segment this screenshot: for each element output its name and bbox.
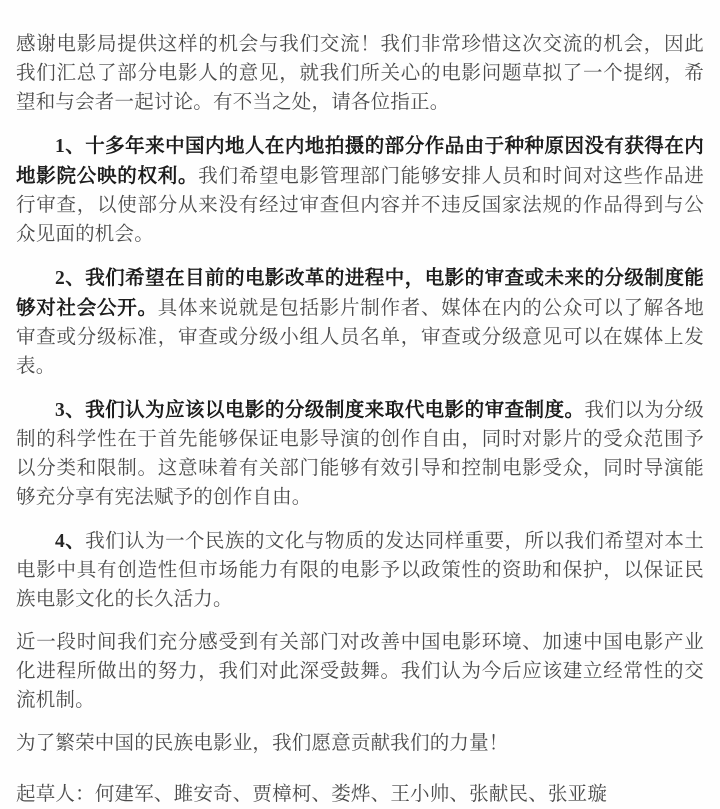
numbered-item-1 [16,131,704,249]
item-2-body-text: 具体来说就是包括影片制作者、媒体在内的公众可以了解各地审查或分级标准，审查或分级小组人员名单，审查或分级意见可以在媒体上发表。 [16,298,704,377]
item-4-number: 4、 [55,531,86,552]
closing-paragraph: 近一段时间我们充分感受到有关部门对改善中国电影环境、加速中国电影产业化进程所做出的努力，我们对此深受鼓舞。我们认为今后应该建立经常性的交流机制。 [16,632,704,711]
numbered-item-3 [16,395,704,512]
intro-paragraph: 感谢电影局提供这样的机会与我们交流！我们非常珍惜这次交流的机会，因此我们汇总了部分电影人的意见，就我们所关心的电影问题草拟了一个提纲，希望和与会者一起讨论。有不当之处，请各位指正。 [16,34,704,113]
drafters-names: 何建军、雎安奇、贾樟柯、娄烨、王小帅、张献民、张亚璇 [94,784,608,805]
numbered-item-4 [16,526,704,614]
item-3-lead-text: 我们认为应该以电影的分级制度来取代电影的审查制度。 [85,398,585,421]
item-2-number: 2、 [55,268,86,289]
pledge-line: 为了繁荣中国的民族电影业，我们愿意贡献我们的力量！ [16,733,509,754]
item-3-number: 3、 [55,400,86,421]
item-1-lead-text: 十多年来中国内地人在内地拍摄的部分作品由于种种原因没有获得在内地影院公映的权利。 [16,134,705,187]
signature-line [16,780,704,809]
item-4-body-text: 我们认为一个民族的文化与物质的发达同样重要，所以我们希望对本土电影中具有创造性但市场能力有限的电影予以政策性的资助和保护，以保证民族电影文化的长久活力。 [16,531,705,610]
item-1-body-text: 我们希望电影管理部门能够安排人员和时间对这些作品进行审查，以使部分从来没有经过审查但内容并不违反国家法规的作品得到与公众见面的机会。 [16,166,704,245]
drafters-label: 起草人： [16,784,95,805]
item-2-lead-text: 我们希望在目前的电影改革的进程中，电影的审查或未来的分级制度能够对社会公开。 [16,266,705,319]
item-1-number: 1、 [55,136,86,157]
item-3-body-text: 我们以为分级制的科学性在于首先能够保证电影导演的创作自由，同时对影片的受众范围予以分类和限制。这意味着有关部门能够有效引导和控制电影受众，同时导演能够充分享有宪法赋予的创作自由。 [16,400,705,508]
numbered-item-2 [16,263,704,381]
